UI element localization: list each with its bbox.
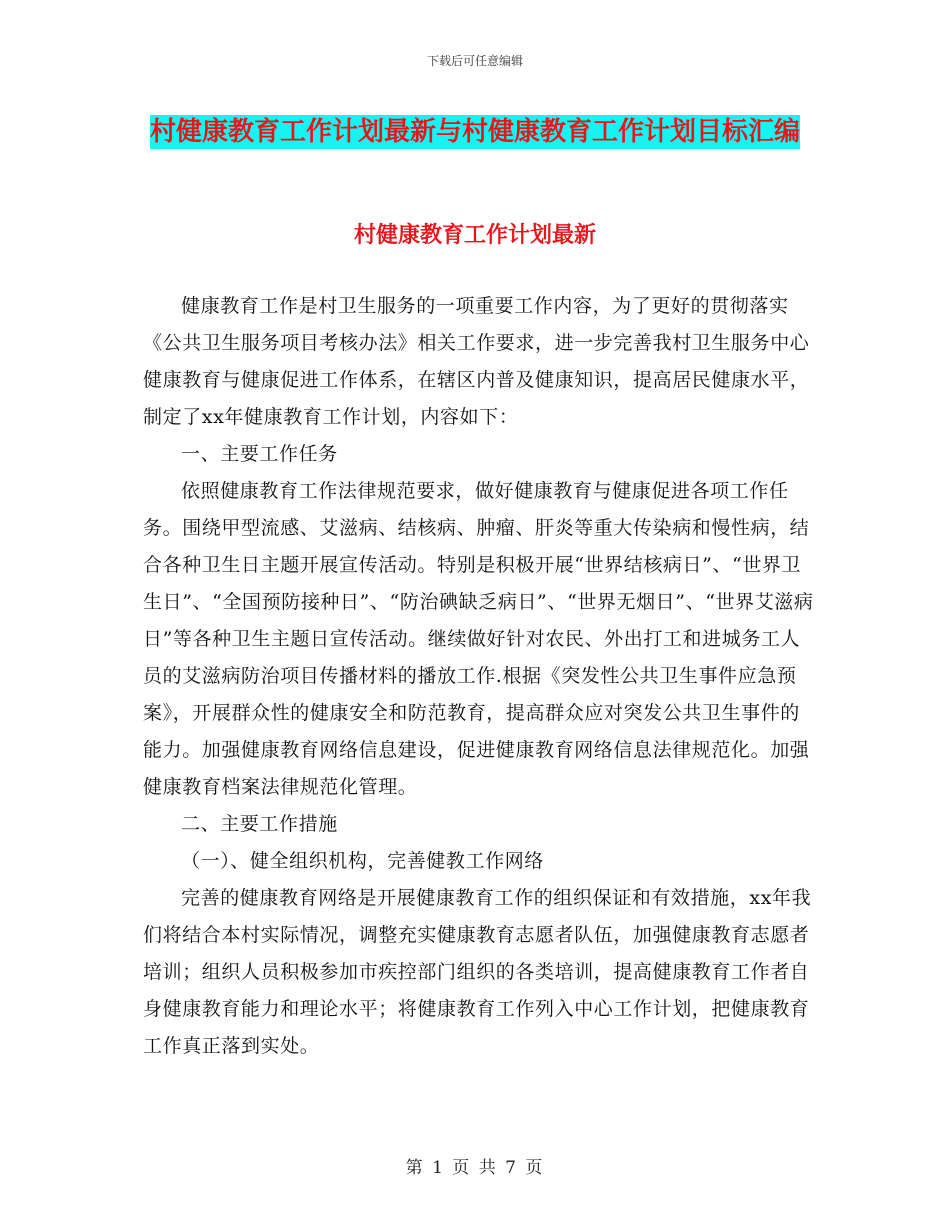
subheading-organization: （一）、健全组织机构，完善健教工作网络 <box>181 850 544 872</box>
section-title: 村健康教育工作计划最新 <box>353 223 596 248</box>
document-title-text: 村健康教育工作计划最新与村健康教育工作计划目标汇编 <box>150 117 801 147</box>
heading-main-tasks: 一、主要工作任务 <box>181 443 338 465</box>
paragraph-intro: 健康教育工作是村卫生服务的一项重要工作内容，为了更好的贯彻落实《公共卫生服务项目考核办法》相关工作要求，进一步完善我村卫生服务中心健康教育与健康促进工作体系，在辖区内普及健康知识，提高居民健康水平，制定了xx年健康教育工作计划，内容如下： <box>143 295 810 428</box>
paragraph-tasks: 依照健康教育工作法律规范要求，做好健康教育与健康促进各项工作任务。围绕甲型流感、艾滋病、结核病、肿瘤、肝炎等重大传染病和慢性病，结合各种卫生日主题开展宣传活动。特别是积极开展“世界结核病日”、“世界卫生日”、“全国预防接种日”、“防治碘缺乏病日”、“世界无烟日”、“世界艾滋病日”等各种卫生主题日宣传活动。继续做好针对农民、外出打工和进城务工人员的艾滋病防治项目传播材料的播放工作.根据《突发性公共卫生事件应急预案》，开展群众性的健康安全和防范教育，提高群众应对突发公共卫生事件的能力。加强健康教育网络信息建设，促进健康教育网络信息法律规范化。加强健康教育档案法律规范化管理。 <box>143 480 814 798</box>
document-body <box>143 288 815 1065</box>
document-title <box>150 110 800 154</box>
paragraph-organization: 完善的健康教育网络是开展健康教育工作的组织保证和有效措施，xx年我们将结合本村实际情况，调整充实健康教育志愿者队伍，加强健康教育志愿者培训；组织人员积极参加市疾控部门组织的各类培训，提高健康教育工作者自身健康教育能力和理论水平；将健康教育工作列入中心工作计划，把健康教育工作真正落到实处。 <box>143 887 812 1057</box>
page-footer: 第 1 页 共 7 页 <box>405 1158 545 1178</box>
heading-main-measures: 二、主要工作措施 <box>181 813 338 835</box>
header-note: 下载后可任意编辑 <box>426 54 523 68</box>
